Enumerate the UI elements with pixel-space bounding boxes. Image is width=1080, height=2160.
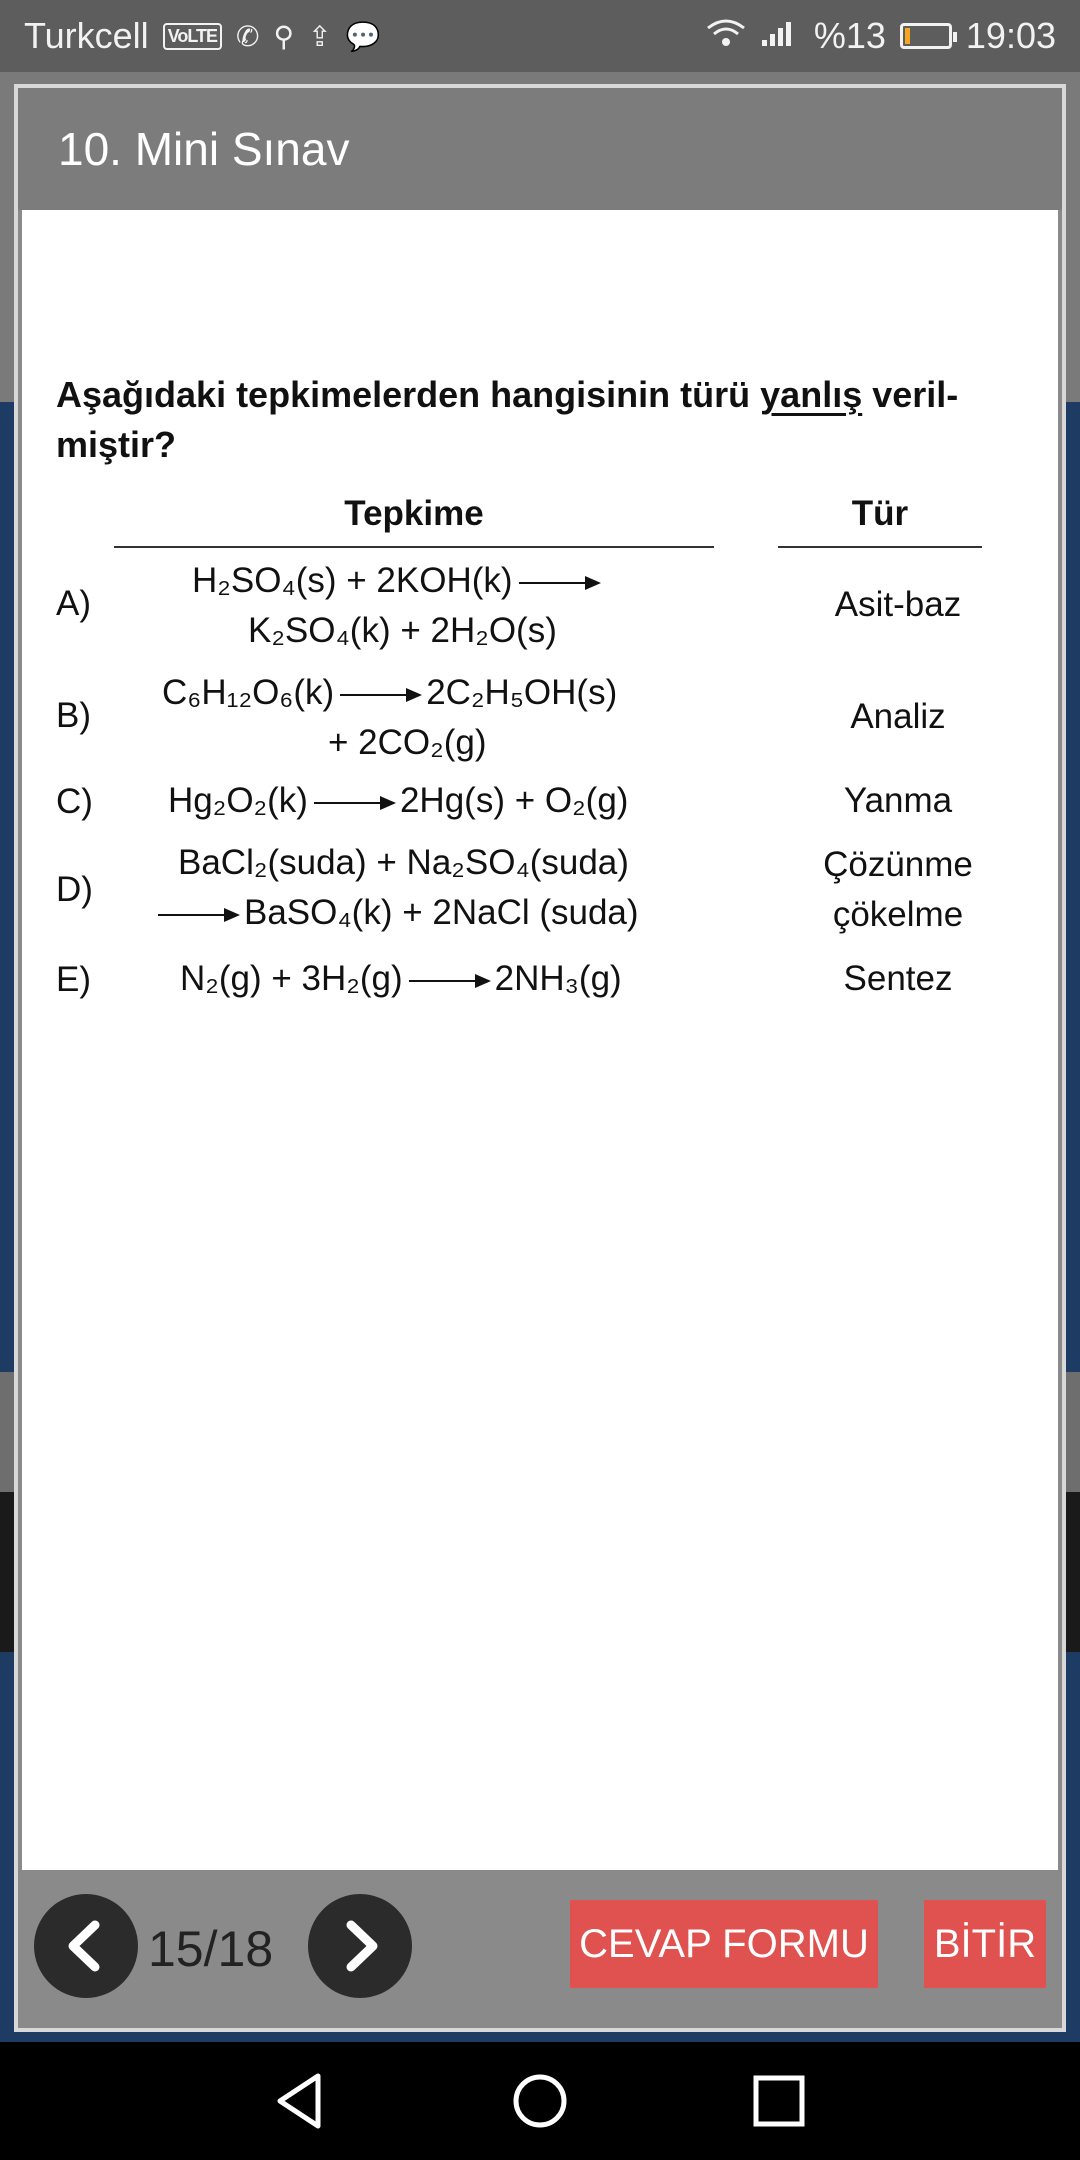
- home-icon[interactable]: [509, 2070, 571, 2132]
- finish-button[interactable]: BİTİR: [924, 1900, 1046, 1988]
- header-rule-reaction: [114, 546, 714, 548]
- type-b: Analiz: [850, 697, 946, 736]
- reaction-e-reactants: N₂(g) + 3H₂(g): [180, 959, 403, 998]
- option-letter-e: E): [56, 960, 91, 999]
- wifi-icon: [706, 18, 746, 55]
- col-header-type: Tür: [851, 494, 909, 533]
- type-d-line1: Çözünme: [823, 845, 973, 884]
- back-icon[interactable]: [270, 2070, 332, 2132]
- dialog-title: 10. Mini Sınav: [58, 123, 350, 175]
- signal-icon: [760, 18, 800, 55]
- type-a: Asit-baz: [834, 585, 962, 624]
- type-e: Sentez: [843, 959, 953, 998]
- question-part2: veril-: [862, 374, 959, 415]
- battery-icon: [900, 23, 952, 49]
- option-letter-b: B): [56, 696, 91, 735]
- question-emphasis: yanlış: [760, 374, 863, 415]
- reaction-a-line2: K₂SO₄(k) + 2H₂O(s): [248, 611, 557, 650]
- option-letter-d: D): [56, 870, 93, 909]
- header-rule-type: [778, 546, 982, 548]
- reaction-c-line1: [168, 776, 628, 826]
- volte-badge: VoLTE: [163, 23, 222, 50]
- question-line2: miştir?: [56, 424, 177, 465]
- quiz-dialog: [14, 84, 1066, 2032]
- reaction-arrow-icon: [314, 802, 394, 804]
- page-counter: 15/18: [148, 1921, 274, 1977]
- android-nav-bar: [0, 2042, 1080, 2160]
- upload-icon: ⇪: [308, 20, 332, 52]
- answer-form-button[interactable]: CEVAP FORMU: [570, 1900, 878, 1988]
- reaction-b-products: 2C₂H₅OH(s): [426, 673, 618, 712]
- clock: 19:03: [965, 15, 1056, 56]
- col-header-reaction: Tepkime: [344, 494, 484, 533]
- option-letter-a: A): [56, 584, 91, 623]
- recents-icon[interactable]: [748, 2070, 810, 2132]
- question-part1: Aşağıdaki tepkimelerden hangisinin türü: [56, 374, 761, 415]
- reaction-e-line1: [180, 954, 622, 1004]
- carrier-name: Turkcell: [24, 15, 149, 56]
- reaction-b-line1: [162, 668, 617, 718]
- previous-button[interactable]: [34, 1894, 138, 1998]
- reaction-d-products: BaSO₄(k) + 2NaCl (suda): [244, 893, 639, 932]
- dialog-footer: [18, 1870, 1062, 2028]
- type-c: Yanma: [843, 781, 953, 820]
- reaction-e-products: 2NH₃(g): [494, 959, 622, 998]
- usb-icon: ⚲: [273, 20, 294, 52]
- reaction-arrow-icon: [519, 582, 599, 584]
- battery-percent: %13: [813, 15, 886, 56]
- reaction-d-line2: [158, 888, 639, 938]
- status-bar: [0, 0, 1080, 72]
- reaction-a-line1: [192, 556, 605, 606]
- question-area: [22, 210, 1058, 1870]
- chevron-left-icon: [59, 1919, 113, 1973]
- dialog-header: [18, 88, 1062, 210]
- reaction-b-line2: + 2CO₂(g): [328, 723, 487, 762]
- chevron-right-icon: [333, 1919, 387, 1973]
- reaction-arrow-icon: [158, 914, 238, 916]
- whatsapp-icon: ✆: [236, 20, 260, 52]
- message-icon: 💬: [345, 20, 381, 52]
- type-d-line2: çökelme: [832, 895, 964, 934]
- reaction-arrow-icon: [409, 980, 489, 982]
- reaction-a-reactants: H₂SO₄(s) + 2KOH(k): [192, 561, 513, 600]
- question-text: [56, 370, 1036, 470]
- reaction-c-reactants: Hg₂O₂(k): [168, 781, 308, 820]
- reaction-b-reactants: C₆H₁₂O₆(k): [162, 673, 335, 712]
- reaction-arrow-icon: [340, 694, 420, 696]
- reaction-c-products: 2Hg(s) + O₂(g): [399, 781, 629, 820]
- option-letter-c: C): [56, 782, 93, 821]
- reaction-d-line1: BaCl₂(suda) + Na₂SO₄(suda): [178, 843, 629, 882]
- next-button[interactable]: [308, 1894, 412, 1998]
